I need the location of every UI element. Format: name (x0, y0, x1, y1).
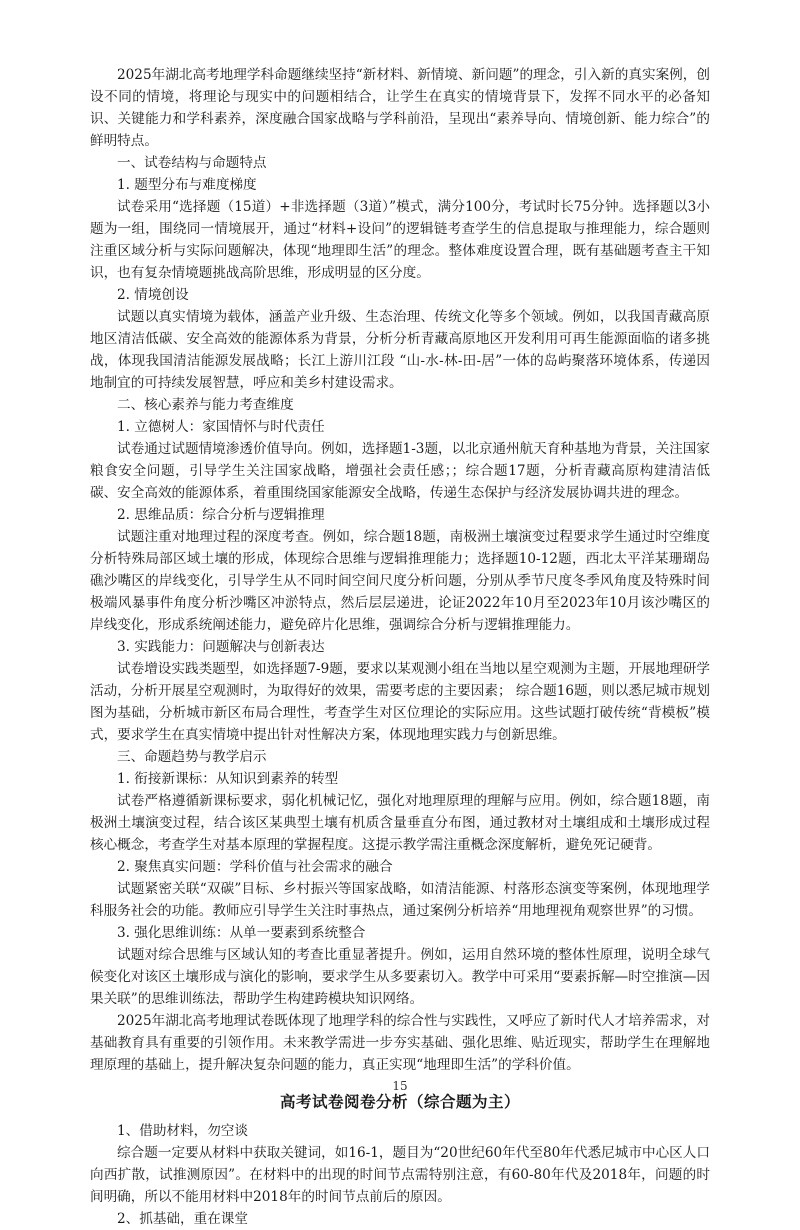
conclusion-paragraph: 2025年湖北高考地理试卷既体现了地理学科的综合性与实践性，又呼应了新时代人才培养需求，对基础教育具有重要的引领作用。未来教学需进一步夯实基础、强化思维、贴近现实，帮助学生在理解地理原理的基础上，提升解决复杂问题的能力，真正实现“地理即生活”的学科价值。 (90, 1013, 710, 1073)
paragraph-1-1: 试卷采用“选择题（15道）+非选择题（3道）”模式，满分100分，考试时长75分钟。选择题以3小题为一组，围绕同一情境展开，通过“材料+设问”的逻辑链考查学生的信息提取与推理能力，综合题则注重区域分析与实际问题解决，体现“地理即生活”的理念。整体难度设置合理，既有基础题考查主干知识，也有复杂情境题挑战高阶思维，形成明显的区分度。 (90, 199, 710, 281)
section-heading-3: 三、命题趋势与教学启示 (117, 749, 267, 765)
subheading-2-2: 2. 思维品质：综合分析与逻辑推理 (117, 507, 325, 523)
section-heading-1: 一、试卷结构与命题特点 (117, 155, 267, 171)
paragraph-3-2: 试题紧密关联“双碳”目标、乡村振兴等国家战略，如清洁能源、村落形态演变等案例，体现地理学科服务社会的功能。教师应引导学生关注时事热点，通过案例分析培养“用地理视角观察世界”的习惯。 (90, 881, 710, 919)
subheading-3-2: 2. 聚焦真实问题：学科价值与社会需求的融合 (117, 859, 393, 875)
paragraph-2-3: 试卷增设实践类题型，如选择题7-9题，要求以某观测小组在当地以星空观测为主题，开展地理研学活动，分析开展星空观测时，为取得好的效果，需要考虑的主要因素； 综合题16题，则以悉尼城市规划图为基础，分析城市新区布局合理性，考查学生对区位理论的实际应用。这些试题打破传统“背模板”模式，要求学生在真实情境中提出针对性解决方案，体现地理实践力与创新思维。 (90, 661, 710, 743)
subheading-1-1: 1. 题型分布与难度梯度 (117, 177, 257, 193)
subheading-part2-1: 1、借助材料，勿空谈 (117, 1123, 248, 1139)
section-heading-2: 二、核心素养与能力考查维度 (117, 397, 294, 413)
subheading-part2-2: 2、抓基础，重在课堂 (117, 1211, 248, 1227)
paragraph-part2-1: 综合题一定要从材料中获取关键词，如16-1，题目为“20世纪60年代至80年代悉尼城市中心区人口向西扩散，试推测原因”。在材料中的出现的时间节点需特别注意，有60-80年代及2018年，问题的时间明确，所以不能用材料中2018年的时间节点前后的原因。 (90, 1145, 710, 1205)
paragraph-3-3: 试题对综合思维与区域认知的考查比重显著提升。例如，运用自然环境的整体性原理，说明全球气候变化对该区土壤形成与演化的影响，要求学生从多要素切入。教学中可采用“要素拆解—时空推演—因果关联”的思维训练法，帮助学生构建跨模块知识网络。 (90, 947, 710, 1007)
subheading-3-1: 1. 衔接新课标：从知识到素养的转型 (117, 771, 339, 787)
paragraph-3-1: 试卷严格遵循新课标要求，弱化机械记忆，强化对地理原理的理解与应用。例如，综合题18题，南极洲土壤演变过程，结合该区某典型土壤有机质含量垂直分布图，通过教材对土壤组成和土壤形成过程核心概念，考查学生对基本原理的掌握程度。这提示教学需注重概念深度解析，避免死记硬背。 (90, 793, 710, 853)
paragraph-2-2: 试题注重对地理过程的深度考查。例如，综合题18题，南极洲土壤演变过程要求学生通过时空维度分析特殊局部区域土壤的形成，体现综合思维与逻辑推理能力；选择题10-12题，西北太平洋某珊瑚岛礁沙嘴区的岸线变化，引导学生从不同时间空间尺度分析问题，分别从季节尺度冬季风角度及特殊时间极端风暴事件角度分析沙嘴区冲淤特点，然后层层递进，论证2022年10月至2023年10月该沙嘴区的岸线变化，形成系统阐述能力，避免碎片化思维，强调综合分析与逻辑推理能力。 (90, 529, 710, 633)
subheading-3-3: 3. 强化思维训练：从单一要素到系统整合 (117, 925, 366, 941)
subheading-1-2: 2. 情境创设 (117, 287, 189, 303)
paragraph-2-1: 试卷通过试题情境渗透价值导向。例如，选择题1-3题，以北京通州航天育种基地为背景，关注国家粮食安全问题，引导学生关注国家战略，增强社会责任感；；综合题17题，分析青藏高原构建清洁低碳、安全高效的能源体系，着重围绕国家能源安全战略，传递生态保护与经济发展协调共进的理念。 (90, 441, 710, 501)
subheading-2-1: 1. 立德树人：家国情怀与时代责任 (117, 419, 325, 435)
article-title: 高考试卷阅卷分析（综合题为主） (279, 1092, 520, 1111)
page-number: 15 (392, 1079, 408, 1093)
paragraph-1-2: 试题以真实情境为载体，涵盖产业升级、生态治理、传统文化等多个领域。例如，以我国青藏高原地区清洁低碳、安全高效的能源体系为背景，分析分析青藏高原地区开发利用可再生能源面临的诸多挑战，体现我国清洁能源发展战略；长江上游川江段 “山-水-林-田-居”一体的岛屿聚落环境体系，传递因地制宜的可持续发展智慧，呼应和美乡村建设需求。 (90, 309, 710, 391)
subheading-2-3: 3. 实践能力：问题解决与创新表达 (117, 639, 325, 655)
intro-paragraph: 2025年湖北高考地理学科命题继续坚持“新材料、新情境、新问题”的理念，引入新的真实案例，创设不同的情境，将理论与现实中的问题相结合，让学生在真实的情境背景下，发挥不同水平的必备知识、关键能力和学科素养，深度融合国家战略与学科前沿，呈现出“素养导向、情境创新、能力综合”的鲜明特点。 (90, 67, 710, 149)
